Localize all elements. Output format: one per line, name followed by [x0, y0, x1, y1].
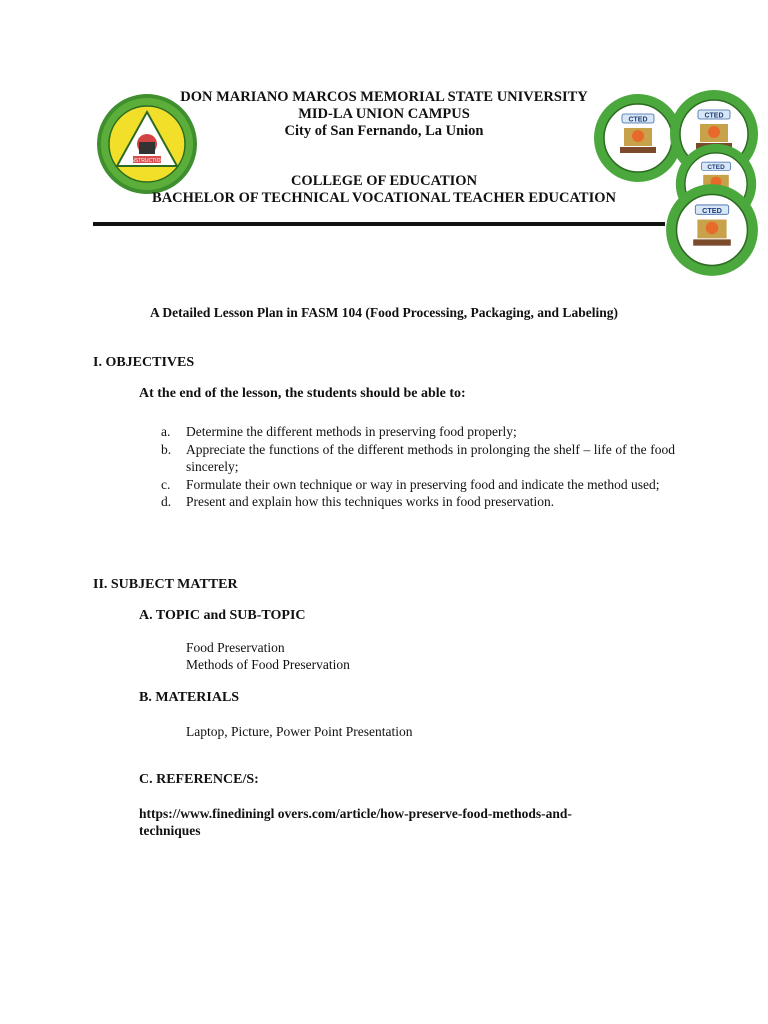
reference-link[interactable]: https://www.finediningl overs.com/article/how-preserve-food-methods-and-: [139, 806, 572, 821]
cted-seal-label: CTED: [707, 163, 725, 171]
lesson-plan-title: A Detailed Lesson Plan in FASM 104 (Food Processing, Packaging, and Labeling): [150, 305, 618, 320]
subject-matter-heading: II. SUBJECT MATTER: [93, 577, 238, 592]
list-marker: c.: [161, 476, 171, 492]
cted-seal-label: CTED: [702, 205, 722, 215]
reference-link-continued[interactable]: techniques: [139, 823, 201, 838]
seal-inner-text: INSTRUCTION: [129, 158, 165, 164]
list-marker: a.: [161, 424, 171, 439]
materials-heading: B. MATERIALS: [139, 690, 240, 705]
program-name: BACHELOR OF TECHNICAL VOCATIONAL TEACHER EDUCATION: [152, 190, 616, 206]
materials-text: Laptop, Picture, Power Point Presentation: [186, 724, 413, 739]
campus-city: City of San Fernando, La Union: [284, 123, 484, 139]
college-name: COLLEGE OF EDUCATION: [290, 173, 478, 189]
subtopic-text: Methods of Food Preservation: [186, 657, 350, 672]
list-item-text: Formulate their own technique or way in preserving food and indicate the method used;: [186, 476, 660, 492]
university-name: DON MARIANO MARCOS MEMORIAL STATE UNIVERSITY: [180, 89, 588, 105]
list-item: [161, 423, 675, 441]
reference-heading: C. REFERENCE/S:: [139, 772, 259, 787]
list-item-text: Determine the different methods in preserving food properly;: [186, 424, 517, 439]
cted-seal-label: CTED: [628, 116, 648, 124]
list-item: [161, 493, 675, 511]
header-divider: [93, 222, 665, 226]
topic-heading: A. TOPIC and SUB-TOPIC: [139, 608, 306, 623]
objectives-heading: I. OBJECTIVES: [93, 355, 195, 370]
list-marker: b.: [161, 441, 172, 457]
list-marker: d.: [161, 494, 172, 509]
objectives-list: [161, 423, 675, 511]
list-item: [161, 441, 675, 476]
topic-text: Food Preservation: [186, 640, 285, 655]
list-item-text: Present and explain how this techniques works in food preservation.: [186, 494, 555, 509]
cted-seal-logo: [664, 182, 760, 278]
objectives-intro: At the end of the lesson, the students should be able to:: [139, 386, 466, 401]
list-item-text: Appreciate the functions of the different methods in prolonging the shelf – life of the food sincerely;: [186, 441, 675, 474]
list-item: [161, 476, 675, 494]
cted-seal-label: CTED: [704, 112, 724, 120]
campus-name: MID-LA UNION CAMPUS: [298, 106, 470, 122]
